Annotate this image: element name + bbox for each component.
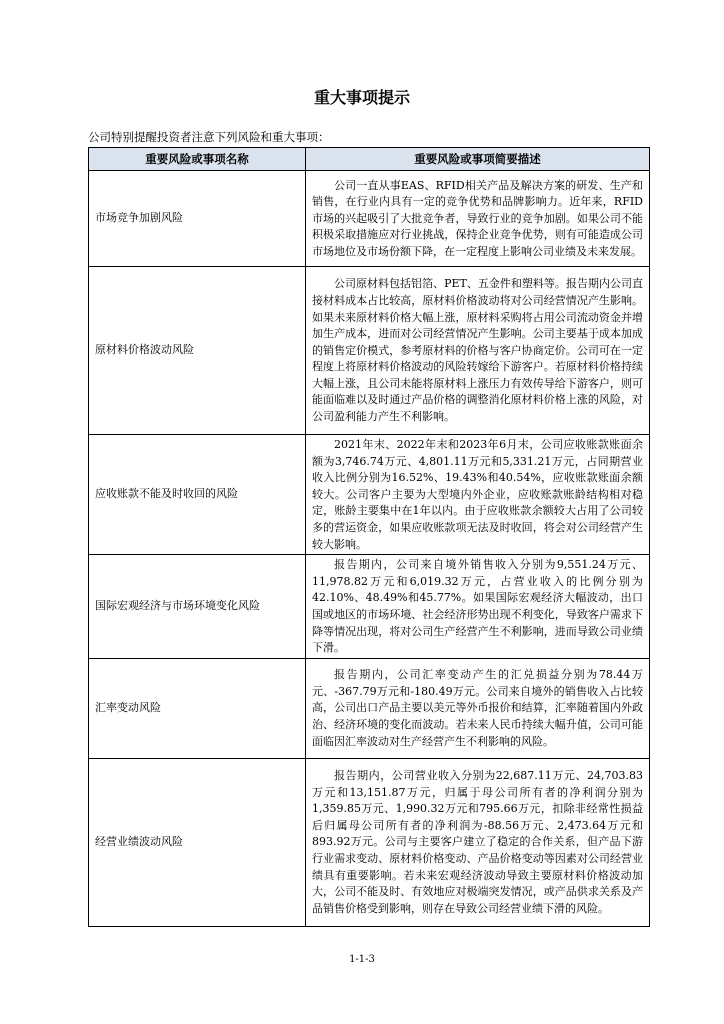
risk-description: 报告期内，公司营业收入分别为22,687.11万元、24,703.83万元和13,151.87万元，归属于母公司所有者的净利润分别为1,359.85万元、1,990.32万元和795.66万元，扣除非经常性损益后归属母公司所有者的净利润为-88.56万元、2,473.64万元和893.92万元。公司与主要客户建立了稳定的合作关系，但产品下游行业需求变动、原材料价格变动、产品价格变动等因素对公司经营业绩具有重要影响。若未来宏观经济波动导致主要原材料价格波动加大，公司不能及时、有效地应对极端突发情况，或产品供求关系及产品销售价格受到影响，则存在导致公司经营业绩下滑的风险。	[306, 758, 650, 926]
risk-description: 报告期内，公司来自境外销售收入分别为9,551.24万元、11,978.82万元和6,019.32万元，占营业收入的比例分别为42.10%、48.49%和45.77%。如果国际宏观经济大幅波动，出口国或地区的市场环境、社会经济形势出现不利变化，导致客户需求下降等情况出现，将对公司生产经营产生不利影响，进而导致公司业绩下滑。	[306, 555, 650, 659]
table-row	[89, 555, 650, 659]
risk-table	[88, 147, 650, 927]
risk-description: 报告期内，公司汇率变动产生的汇兑损益分别为78.44万元、-367.79万元和-180.49万元。公司来自境外的销售收入占比较高，公司出口产品主要以美元等外币报价和结算，汇率随着国内外政治、经济环境的变化而波动。若未来人民币持续大幅升值，公司可能面临因汇率波动对生产经营产生不利影响的风险。	[306, 658, 650, 758]
risk-name: 应收账款不能及时收回的风险	[89, 435, 306, 555]
risk-name: 市场竞争加剧风险	[89, 171, 306, 267]
intro-text: 公司特别提醒投资者注意下列风险和重大事项：	[88, 130, 330, 144]
header-risk-description: 重要风险或事项简要描述	[306, 148, 650, 171]
header-risk-name: 重要风险或事项名称	[89, 148, 306, 171]
page-title: 重大事项提示	[313, 88, 410, 107]
risk-description: 2021年末、2022年末和2023年6月末，公司应收账款账面余额为3,746.74万元、4,801.11万元和5,331.21万元，占同期营业收入比例分别为16.52%、19.43%和40.54%，应收账款账面余额较大。公司客户主要为大型境内外企业，应收账款账龄结构相对稳定，账龄主要集中在1年以内。由于应收账款余额较大占用了公司较多的营运资金，如果应收账款项无法及时收回，将会对公司经营产生较大影响。	[306, 435, 650, 555]
risk-description: 公司原材料包括铝箔、PET、五金件和塑料等。报告期内公司直接材料成本占比较高，原材料价格波动将对公司经营情况产生影响。如果未来原材料价格大幅上涨，原材料采购将占用公司流动资金并增加生产成本，进而对公司经营情况产生影响。公司主要基于成本加成的销售定价模式，参考原材料的价格与客户协商定价。公司可在一定程度上将原材料价格波动的风险转嫁给下游客户。若原材料价格持续大幅上涨，且公司未能将原材料上涨压力有效传导给下游客户，则可能面临难以及时通过产品价格的调整消化原材料价格上涨的风险，对公司盈利能力产生不利影响。	[306, 267, 650, 435]
table-row	[89, 267, 650, 435]
table-row	[89, 171, 650, 267]
risk-name: 国际宏观经济与市场环境变化风险	[89, 555, 306, 659]
risk-description: 公司一直从事EAS、RFID相关产品及解决方案的研发、生产和销售，在行业内具有一定的竞争优势和品牌影响力。近年来，RFID市场的兴起吸引了大批竞争者，导致行业的竞争加剧。如果公司不能积极采取措施应对行业挑战，保持企业竞争优势，则有可能造成公司市场地位及市场份额下降，在一定程度上影响公司业绩及未来发展。	[306, 171, 650, 267]
table-header-row	[89, 148, 650, 171]
risk-name: 原材料价格波动风险	[89, 267, 306, 435]
table-row	[89, 758, 650, 926]
page-number: 1-1-3	[349, 954, 375, 965]
table-row	[89, 435, 650, 555]
risk-name: 经营业绩波动风险	[89, 758, 306, 926]
table-row	[89, 658, 650, 758]
risk-name: 汇率变动风险	[89, 658, 306, 758]
